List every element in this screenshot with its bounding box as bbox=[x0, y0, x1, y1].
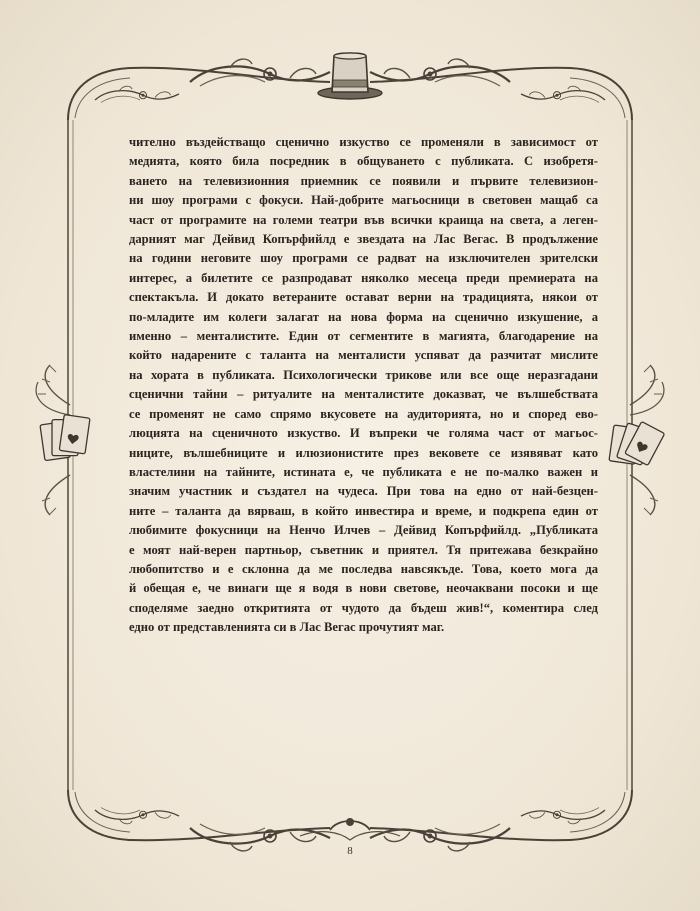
text-line: значим участник и създател на чудеса. При това на едно от най-безцен- bbox=[129, 484, 598, 499]
text-line: споделяме заедно откритията от чудото да бъдеш жив!“, коментира след bbox=[129, 600, 598, 615]
text-line: ни шоу програми с фокуси. Най-добрите магьосници в световен мащаб са bbox=[129, 193, 598, 208]
text-line: чително въздействащо сценично изкуство се променяли в зависимост от bbox=[129, 135, 598, 149]
text-line: се променят не само спрямо вкусовете на аудиторията, но и според ево- bbox=[129, 406, 598, 421]
text-line: на хората в публиката. Психологически трикове или все още неразгадани bbox=[129, 367, 598, 382]
right-cards-ornament-icon bbox=[609, 365, 666, 515]
text-line: именно – менталистите. Един от сегментите в магията, благодарение на bbox=[129, 329, 598, 344]
text-line: който надарените с таланта на менталисти успяват да разчитат мислите bbox=[129, 348, 598, 363]
top-hat-icon bbox=[318, 53, 382, 99]
text-line: е моят най-верен партньор, съветник и приятел. Тя притежава безкрайно bbox=[129, 542, 598, 557]
text-line: ването на телевизионния приемник се появили и първите телевизион- bbox=[129, 173, 598, 188]
left-cards-ornament-icon bbox=[36, 365, 95, 515]
text-line: люцията на сценичното изкуство. И въпреки че голяма част от магьос- bbox=[129, 426, 598, 441]
text-line: спектакъла. И докато ветераните остават верни на традицията, някои от bbox=[129, 290, 598, 305]
text-line: по-младите им колеги залагат на нова форма на сценично изкушение, а bbox=[129, 309, 598, 324]
text-line: любопитство и е склонна да ме последва навсякъде. Това, което мога да bbox=[129, 561, 598, 576]
text-line: дарният маг Дейвид Копърфийлд е звездата на Лас Вегас. В продължение bbox=[129, 232, 598, 247]
text-line: едно от представленията си в Лас Вегас прочутият маг. bbox=[129, 620, 445, 635]
article-body bbox=[129, 133, 598, 638]
text-line: медията, която била посредник в общуването с публиката. С изобретя- bbox=[129, 154, 598, 169]
text-line: ните – таланта да вярваш, в който инвестира и време, и подкрепа един от bbox=[129, 503, 598, 518]
text-line: интерес, а билетите се разпродават няколко месеца преди премиерата на bbox=[129, 270, 598, 285]
text-line: властелини на тайните, истината е, че публиката е не по-малко важен и bbox=[129, 464, 598, 479]
text-line: й обещая е, че винаги ще я водя в нови светове, неочаквани посоки и ще bbox=[129, 581, 598, 596]
text-line: на години неговите шоу програми се радват на изключителен зрителски bbox=[129, 251, 598, 266]
page-number: 8 bbox=[347, 845, 353, 857]
text-line: любимите фокусници на Ненчо Илчев – Дейвид Копърфийлд. „Публиката bbox=[129, 523, 598, 538]
text-line: част от програмите на големи театри във всички краища на света, а леген- bbox=[129, 212, 598, 227]
text-line: сценични тайни – ритуалите на менталистите доказват, че вълшебствата bbox=[129, 387, 598, 402]
text-line: ниците, вълшебниците и илюзионистите през вековете се изявяват като bbox=[129, 445, 598, 460]
